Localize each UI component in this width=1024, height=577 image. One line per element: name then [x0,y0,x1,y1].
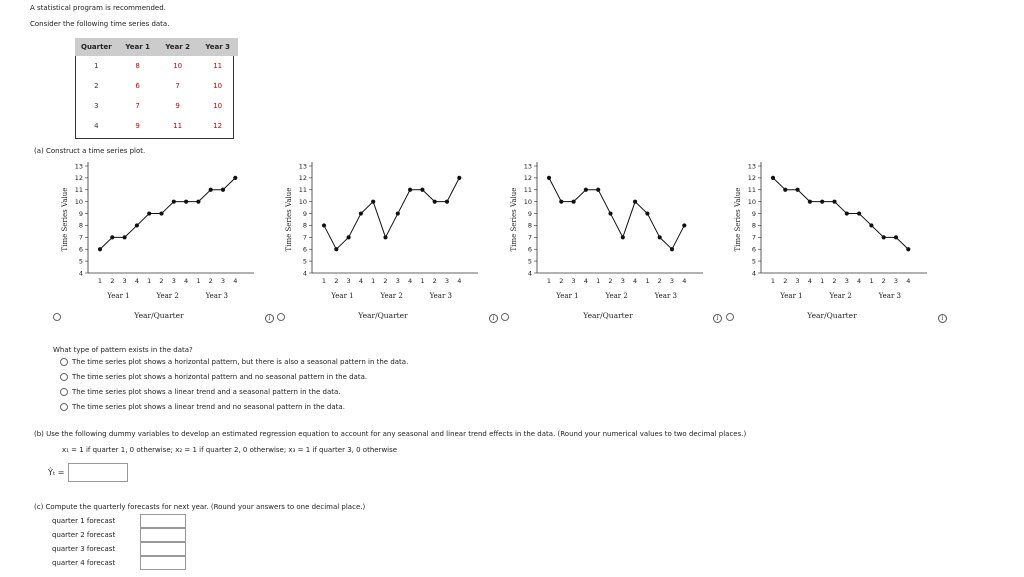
y-axis-label: Time Series Value [510,187,518,252]
plot-option-3 [507,158,707,323]
year-label: Year 3 [654,292,678,300]
table-border [75,56,234,139]
x-tick-label: 2 [383,277,388,285]
year-label: Year 1 [107,292,130,300]
data-point [621,235,625,239]
data-point [347,235,351,239]
data-point [147,211,151,215]
table-cell: 7 [135,102,140,110]
info-icon[interactable]: i [489,314,498,323]
data-point [645,211,649,215]
data-point [359,211,363,215]
x-axis-label: Year/Quarter [358,311,408,320]
y-tick-label: 13 [523,162,532,171]
year-label: Year 3 [429,292,453,300]
year-label: Year 2 [380,292,403,300]
series-line [324,178,459,249]
data-point [221,188,225,192]
forecast-label-q2: quarter 2 forecast [52,531,116,539]
table-cell: 11 [173,122,183,130]
data-point [159,211,163,215]
series-line [773,178,908,249]
y-tick-label: 6 [78,245,83,254]
data-point [322,223,326,227]
data-point [383,235,387,239]
info-icon[interactable]: i [713,314,722,323]
y-tick-label: 5 [527,257,532,266]
table-header-row [75,38,238,56]
part-a-label: (a) Construct a time series plot. [34,147,146,155]
y-tick-label: 13 [298,162,307,171]
table-header: Year 1 [118,38,158,56]
y-tick-label: 8 [751,221,756,230]
plot-radio-2[interactable] [277,313,285,321]
table-cell: 12 [213,122,223,130]
x-axis-label: Year/Quarter [807,311,857,320]
y-tick-label: 8 [302,221,307,230]
y-tick-label: 5 [751,257,756,266]
year-label: Year 1 [780,292,803,300]
x-tick-label: 4 [134,277,139,285]
series-line [100,178,235,249]
data-point [857,211,861,215]
data-point [371,200,375,204]
data-point [559,200,563,204]
y-tick-label: 7 [302,233,307,242]
intro-line-1: A statistical program is recommended. [30,4,166,12]
y-tick-label: 9 [527,209,532,218]
y-tick-label: 6 [302,245,307,254]
year-label: Year 3 [205,292,229,300]
data-point [906,247,910,251]
table-cell: 6 [135,82,140,90]
y-tick-label: 6 [527,245,532,254]
data-point [882,235,886,239]
y-tick-label: 12 [523,174,532,183]
y-tick-label: 11 [523,186,532,195]
x-tick-label: 2 [159,277,164,285]
plot-option-4 [731,158,931,323]
y-tick-label: 9 [78,209,83,218]
data-point [771,176,775,180]
data-point [433,200,437,204]
y-tick-label: 11 [298,186,307,195]
data-point [869,223,873,227]
forecast-label-q3: quarter 3 forecast [52,545,116,553]
data-point [572,200,576,204]
plot-radio-4[interactable] [726,313,734,321]
radio-button[interactable] [60,388,68,396]
table-header: Year 2 [158,38,198,56]
equation-label: Ŷₜ = [48,468,65,477]
x-tick-label: 3 [444,277,450,285]
regression-equation-input[interactable] [68,463,128,482]
data-point [808,200,812,204]
option-label: The time series plot shows a horizontal pattern, but there is also a seasonal pattern in the data. [72,358,409,366]
table-header: Year 3 [198,38,238,56]
x-tick-label: 4 [682,277,687,285]
data-point [396,211,400,215]
x-tick-label: 3 [669,277,675,285]
y-axis-label: Time Series Value [285,187,293,252]
year-label: Year 3 [878,292,902,300]
y-tick-label: 12 [298,174,307,183]
y-tick-label: 4 [302,269,307,278]
x-tick-label: 4 [906,277,911,285]
x-tick-label: 3 [844,277,849,285]
table-cell: 4 [94,122,99,130]
data-point [408,188,412,192]
plot-option-1 [58,158,258,323]
x-tick-label: 1 [97,277,103,285]
x-tick-label: 1 [420,277,425,285]
y-tick-label: 11 [747,186,756,195]
forecast-input-q4[interactable] [140,556,186,570]
table-cell: 1 [94,62,99,70]
data-point [682,223,686,227]
x-axis-label: Year/Quarter [134,311,184,320]
x-tick-label: 3 [395,277,400,285]
radio-button[interactable] [60,358,68,366]
x-tick-label: 4 [184,277,189,285]
part-b-label: (b) Use the following dummy variables to develop an estimated regression equation to account for any seasonal and linear trend effects in the data. (Round your numerical values to two decimal places.) [34,430,747,438]
data-point [796,188,800,192]
table-cell: 3 [94,102,99,110]
y-tick-label: 9 [302,209,307,218]
y-tick-label: 13 [747,162,756,171]
x-tick-label: 4 [408,277,413,285]
x-tick-label: 1 [869,277,874,285]
y-tick-label: 6 [751,245,756,254]
data-point [135,223,139,227]
y-tick-label: 4 [78,269,83,278]
x-tick-label: 4 [633,277,638,285]
year-label: Year 2 [156,292,179,300]
x-tick-label: 2 [208,277,213,285]
data-point [894,235,898,239]
intro-line-2: Consider the following time series data. [30,20,170,28]
table-cell: 2 [94,82,99,90]
x-axis-label: Year/Quarter [583,311,633,320]
x-tick-label: 2 [432,277,437,285]
option-label: The time series plot shows a linear trend and a seasonal pattern in the data. [72,388,341,396]
year-label: Year 1 [556,292,579,300]
x-tick-label: 2 [881,277,886,285]
data-point [633,200,637,204]
x-tick-label: 4 [583,277,588,285]
table-cell: 10 [173,62,183,70]
option-label: The time series plot shows a horizontal pattern and no seasonal pattern in the data. [72,373,368,381]
y-axis-label: Time Series Value [61,187,69,252]
table-cell: 10 [213,82,223,90]
y-tick-label: 8 [527,221,532,230]
table-cell: 9 [175,102,180,110]
data-point [233,176,237,180]
data-point [184,200,188,204]
plot-radio-3[interactable] [501,313,509,321]
data-point [608,211,612,215]
x-tick-label: 2 [608,277,613,285]
x-tick-label: 1 [196,277,201,285]
data-point [172,200,176,204]
pattern-option-4[interactable] [60,403,345,411]
data-point [783,188,787,192]
plot-radio-1[interactable] [53,313,61,321]
data-point [334,247,338,251]
x-tick-label: 4 [358,277,363,285]
part-c-label: (c) Compute the quarterly forecasts for next year. (Round your answers to one decimal place.) [34,503,366,511]
data-point [832,200,836,204]
forecast-label-q1: quarter 1 forecast [52,517,116,525]
x-tick-label: 2 [110,277,115,285]
table-header: Quarter [75,38,118,56]
y-axis-label: Time Series Value [734,187,742,252]
year-label: Year 1 [331,292,354,300]
x-tick-label: 1 [645,277,650,285]
y-tick-label: 10 [74,197,83,206]
x-tick-label: 4 [233,277,238,285]
data-point [209,188,213,192]
dummy-definition: x₁ = 1 if quarter 1, 0 otherwise; x₂ = 1 if quarter 2, 0 otherwise; x₃ = 1 if quarter 3, 0 otherwise [62,446,398,454]
y-tick-label: 4 [751,269,756,278]
y-tick-label: 4 [527,269,532,278]
x-tick-label: 1 [820,277,825,285]
table-cell: 11 [213,62,223,70]
x-tick-label: 1 [147,277,152,285]
x-tick-label: 4 [807,277,812,285]
table-cell: 9 [135,122,140,130]
x-tick-label: 2 [783,277,788,285]
y-tick-label: 11 [74,186,83,195]
y-tick-label: 10 [298,197,307,206]
x-tick-label: 3 [893,277,899,285]
data-point [658,235,662,239]
data-point [196,200,200,204]
pattern-option-1[interactable] [60,358,408,366]
table-cell: 7 [175,82,180,90]
table-cell: 8 [135,62,140,70]
x-tick-label: 3 [620,277,625,285]
y-tick-label: 9 [751,209,756,218]
forecast-input-q3[interactable] [140,542,186,556]
data-point [445,200,449,204]
pattern-option-2[interactable] [60,373,367,381]
data-point [123,235,127,239]
y-tick-label: 7 [78,233,83,242]
data-point [596,188,600,192]
y-tick-label: 7 [751,233,756,242]
info-icon[interactable]: i [938,314,947,323]
x-tick-label: 3 [795,277,800,285]
radio-button[interactable] [60,403,68,411]
data-point [845,211,849,215]
data-point [584,188,588,192]
info-icon[interactable]: i [265,314,274,323]
x-tick-label: 2 [832,277,837,285]
x-tick-label: 3 [571,277,576,285]
x-tick-label: 2 [657,277,662,285]
data-point [420,188,424,192]
option-label: The time series plot shows a linear trend and no seasonal pattern in the data. [72,403,345,411]
y-tick-label: 10 [523,197,532,206]
x-tick-label: 1 [546,277,552,285]
x-tick-label: 1 [321,277,327,285]
plot-option-2 [282,158,482,323]
y-tick-label: 8 [78,221,83,230]
x-tick-label: 3 [171,277,176,285]
y-tick-label: 12 [747,174,756,183]
data-point [110,235,114,239]
y-tick-label: 12 [74,174,83,183]
year-label: Year 2 [605,292,628,300]
radio-button[interactable] [60,373,68,381]
forecast-label-q4: quarter 4 forecast [52,559,116,567]
x-tick-label: 1 [371,277,376,285]
x-tick-label: 4 [857,277,862,285]
x-tick-label: 3 [122,277,127,285]
series-line [549,178,684,249]
x-tick-label: 1 [596,277,601,285]
y-tick-label: 13 [74,162,83,171]
table-cell: 10 [213,102,223,110]
x-tick-label: 3 [220,277,226,285]
forecast-input-q2[interactable] [140,528,186,542]
data-point [457,176,461,180]
x-tick-label: 2 [559,277,564,285]
forecast-input-q1[interactable] [140,514,186,528]
year-label: Year 2 [829,292,852,300]
pattern-question: What type of pattern exists in the data? [53,346,193,354]
data-point [670,247,674,251]
x-tick-label: 1 [770,277,776,285]
y-tick-label: 5 [78,257,83,266]
data-point [547,176,551,180]
data-point [820,200,824,204]
y-tick-label: 7 [527,233,532,242]
data-point [98,247,102,251]
x-tick-label: 3 [346,277,351,285]
x-tick-label: 2 [334,277,339,285]
y-tick-label: 10 [747,197,756,206]
y-tick-label: 5 [302,257,307,266]
x-tick-label: 4 [457,277,462,285]
pattern-option-3[interactable] [60,388,341,396]
